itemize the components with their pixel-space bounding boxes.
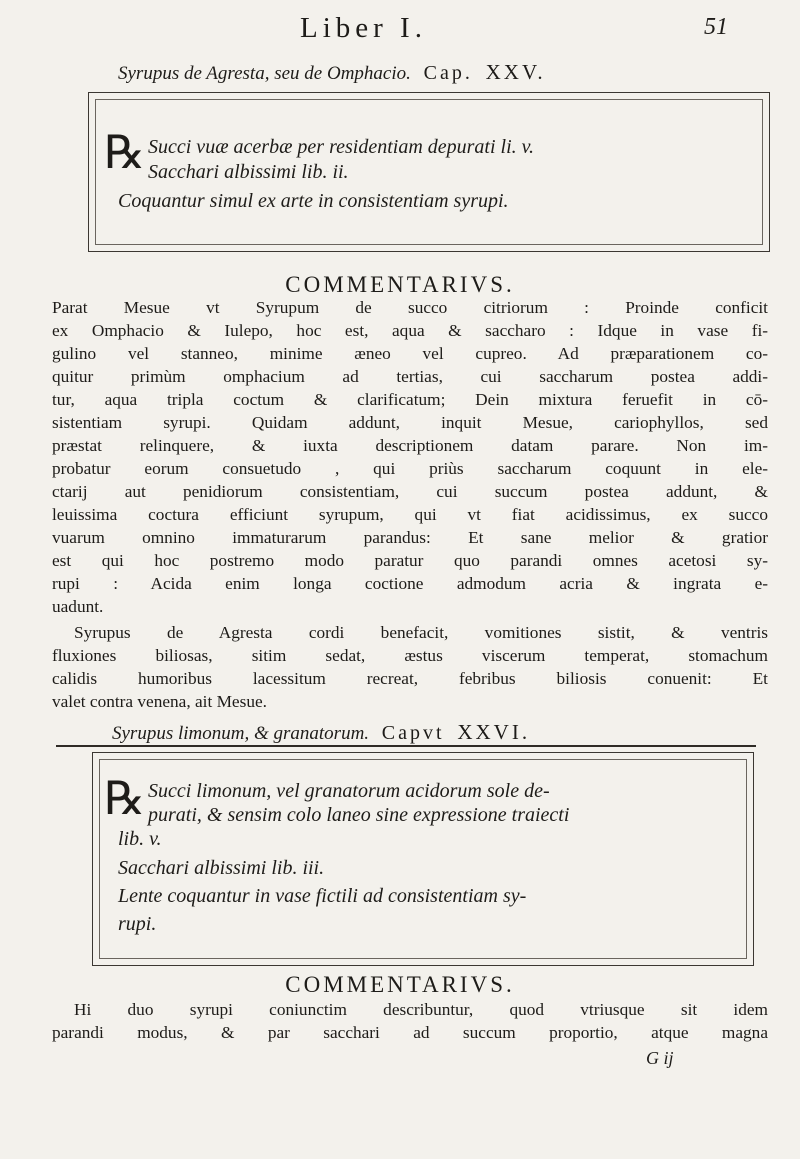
- recipe-symbol: ℞: [104, 127, 146, 178]
- chapter-26-number: XXVI.: [457, 720, 531, 744]
- recipe-symbol: ℞: [104, 773, 146, 824]
- body-line: Syrupus de Agresta cordi benefacit, vomitiones sistit, & ventris: [74, 623, 768, 642]
- body-line: calidis humoribus lacessitum recreat, febribus biliosis conuenit: Et: [52, 669, 768, 688]
- chapter-26-recipe-line-3: lib. v.: [118, 828, 162, 850]
- body-line: valet contra venena, ait Mesue.: [52, 692, 267, 711]
- body-line: sistentiam syrupi. Quidam addunt, inquit Mesue, cariophyllos, sed: [52, 413, 768, 432]
- body-line: uadunt.: [52, 597, 104, 616]
- body-line: vuarum omnino immaturarum parandus: Et sane melior & gratior: [52, 528, 768, 547]
- chapter-26-title: Syrupus limonum, & granatorum.: [112, 723, 370, 744]
- body-line: rupi : Acida enim longa coctione admodum acria & ingrata e-: [52, 574, 768, 593]
- body-line: Hi duo syrupi coniunctim describuntur, quod vtriusque sit idem: [74, 1000, 768, 1019]
- body-line: præstat relinquere, & iuxta descriptionem datam parare. Non im-: [52, 436, 768, 455]
- chapter-25-heading: [118, 60, 758, 85]
- body-line: ex Omphacio & Iulepo, hoc est, aqua & saccharo : Idque in vase fi-: [52, 321, 768, 340]
- body-line: parandi modus, & par sacchari ad succum proportio, atque magna: [52, 1023, 768, 1042]
- chapter-26-commentary-title: COMMENTARIVS.: [285, 972, 515, 997]
- running-title: Liber I.: [300, 12, 427, 44]
- running-head: [0, 12, 800, 48]
- chapter-26-cap-label: Capvt: [381, 722, 445, 744]
- body-line: quitur primùm omphacium ad tertias, cui saccharum postea addi-: [52, 367, 768, 386]
- chapter-26-recipe-line-2: purati, & sensim colo laneo sine expressione traiecti: [148, 804, 570, 826]
- chapter-25-number: XXV.: [485, 60, 546, 84]
- chapter-25-cap-label: Cap.: [423, 62, 473, 84]
- chapter-25-title: Syrupus de Agresta, seu de Omphacio.: [118, 63, 411, 84]
- body-line: Parat Mesue vt Syrupum de succo citriorum : Proinde conficit: [52, 298, 768, 317]
- chapter-26-recipe-line-5: Lente coquantur in vase fictili ad consistentiam sy-: [118, 885, 527, 907]
- body-line: probatur eorum consuetudo , qui priùs saccharum coquunt in ele-: [52, 459, 768, 478]
- chapter-26-heading: [112, 720, 752, 745]
- body-line: fluxiones biliosas, sitim sedat, æstus viscerum temperat, stomachum: [52, 646, 768, 665]
- chapter-26-recipe-line-4: Sacchari albissimi lib. iii.: [118, 857, 325, 879]
- chapter-26-recipe-line-1: Succi limonum, vel granatorum acidorum sole de-: [148, 780, 550, 802]
- chapter-25-recipe-line-1: Succi vuæ acerbæ per residentiam depurati li. v.: [148, 136, 535, 158]
- chapter-25-recipe-line-3: Coquantur simul ex arte in consistentiam syrupi.: [118, 190, 509, 212]
- body-line: tur, aqua tripla coctum & clarificatum; Dein mixtura feruefit in cō-: [52, 390, 768, 409]
- chapter-26-rule: [56, 745, 756, 747]
- signature-mark: G ij: [646, 1048, 674, 1068]
- chapter-25-recipe-line-2: Sacchari albissimi lib. ii.: [148, 161, 349, 183]
- chapter-25-commentary-title: COMMENTARIVS.: [285, 272, 515, 297]
- body-line: gulino vel stanneo, minime æneo vel cupreo. Ad præparationem co-: [52, 344, 768, 363]
- page-number: 51: [704, 14, 728, 40]
- body-line: ctarij aut penidiorum consistentiam, cui succum postea addunt, &: [52, 482, 768, 501]
- body-line: est qui hoc postremo modo paratur quo parandi omnes acetosi sy-: [52, 551, 768, 570]
- chapter-26-recipe-line-6: rupi.: [118, 913, 157, 935]
- body-line: leuissima coctura efficiunt syrupum, qui vt fiat acidissimus, ex succo: [52, 505, 768, 524]
